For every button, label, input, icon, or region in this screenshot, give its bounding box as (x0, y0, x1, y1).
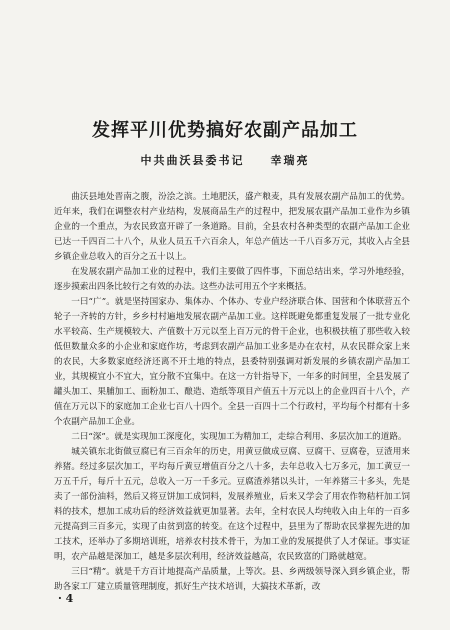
article-title: 发挥平川优势搞好农副产品加工 (92, 120, 358, 142)
paragraph: 二曰“深”。就是实现加工深度化，实现加工为精加工，走综合利用、多层次加工的道路。 (71, 432, 407, 442)
article-body (54, 190, 410, 595)
paragraph: 曲沃县地处晋南之腹，汾浍之滨。土地肥沃，盛产粮麦，具有发展农副产品加工的优势。近年来，我们在调整农村产业结构，发展商品生产的过程中，把发展农副产品加工业作为乡镇企业的一个重点，为农民致富开辟了一条道路。目前，全县农村各种类型的农副产品加工企业已达一千四百二十八个，从业人员五千六百余人，年总产值达一千八百多万元，其收入占全县乡镇企业总收入的百分之五十以上。 (54, 192, 410, 262)
paragraph: 一曰“广”。就是坚持国家办、集体办、个体办、专业户经济联合体、国营和个体联营五个轮子一齐转的方针，乡乡村村遍地发展农副产品加工业。这样既避免都重复发展了一批专业化水平较高、生产规模较大、产值数十万元以至上百万元的骨干企业，也积极扶植了那些收入较低但数量众多的小企业和家庭作坊，考虑到农副产品加工业多是办在农村，从农民群众家上来的农民，大多数家庭经济还离不开土地的特点，县委特别强调对新发展的乡镇农副产品加工业，其规模宜小不宜大，宜分散不宜集中。在这一方针指导下，一年多的时间里，全县发展了罐头加工、果脯加工、面粉加工、酿造、造纸等项目产值五十万元以上的企业四百十八个，产值在万元以下的家庭加工企业七百八十四个。全县一百四十二个行政村，平均每个村都有十多个农副产品加工企业。 (54, 297, 410, 427)
article-byline: 中共曲沃县委书记 幸瑞亮 (140, 154, 310, 167)
page-number: · 4 (58, 592, 74, 605)
paragraph: 城关镇东北街做豆腐已有三百余年的历史，用黄豆做成豆腐、豆腐干、豆腐卷，豆渣用来养猪。经过多层次加工，平均每斤黄豆增值百分之八十多，去年总收入七万多元，加工黄豆一万五千斤，每斤十五元，总收入一万一千多元。豆腐渣养猪以头计，一年养猪三十多头，先是卖了一部份油料，然后又将豆饼加工成饲料，发展养殖业，后来又学会了用农作物秸杆加工饲料的技术，想加工成功后的经济效益就更加显著。去年，全村农民人均纯收入由上年的一百多元提高到三百多元，实现了由贫到富的转变。在这个过程中，县里为了帮助农民掌握先进的加工技术，还举办了多期培训班，培养农村技术骨干，为加工业的发展提供了人才保证。事实证明，农产品越是深加工，越是多层次利用，经济效益越高，农民致富的门路就越宽。 (54, 447, 410, 562)
paragraph: 三曰“精”。就是千方百计地提高产品质量，上等次。县、乡两级领导深入到乡镇企业，帮助各家工厂建立质量管理制度，抓好生产技术培训，大搞技术革新，改 (54, 567, 410, 592)
paragraph: 在发展农副产品加工业的过程中，我们主要做了四件事，下面总结出来，学习外地经验，逐步摸索出四条比较行之有效的办法。这些办法可用五个字来概括。 (54, 267, 410, 292)
